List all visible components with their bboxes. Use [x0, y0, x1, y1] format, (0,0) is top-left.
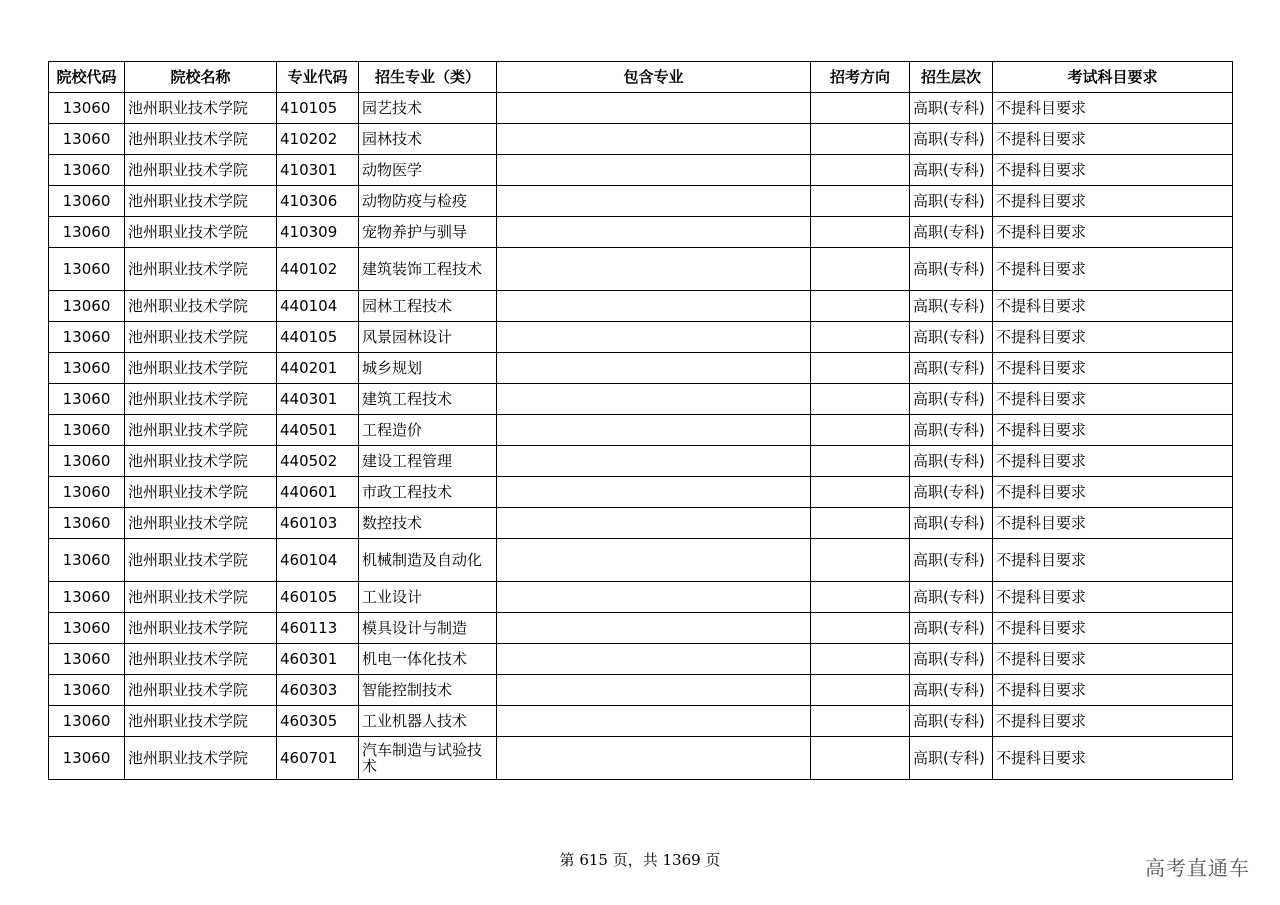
- direction-cell: [811, 539, 910, 582]
- school-code-cell: 13060: [49, 706, 125, 737]
- included-majors-cell: [497, 124, 811, 155]
- major-cell: 工程造价: [359, 415, 497, 446]
- major-cell: 风景园林设计: [359, 322, 497, 353]
- major-code-cell: 460701: [277, 737, 359, 780]
- school-name-cell: 池州职业技术学院: [125, 582, 277, 613]
- major-cell: 城乡规划: [359, 353, 497, 384]
- school-name-cell: 池州职业技术学院: [125, 353, 277, 384]
- school-name-cell: 池州职业技术学院: [125, 644, 277, 675]
- table-row: [49, 675, 1233, 706]
- included-majors-cell: [497, 217, 811, 248]
- school-code-cell: 13060: [49, 248, 125, 291]
- school-code-cell: 13060: [49, 477, 125, 508]
- subject-requirement-cell: 不提科目要求: [993, 186, 1233, 217]
- major-code-cell: 440301: [277, 384, 359, 415]
- school-name-cell: 池州职业技术学院: [125, 384, 277, 415]
- major-cell: 数控技术: [359, 508, 497, 539]
- school-code-cell: 13060: [49, 155, 125, 186]
- major-code-cell: 410202: [277, 124, 359, 155]
- direction-cell: [811, 737, 910, 780]
- level-cell: 高职(专科): [910, 322, 993, 353]
- school-name-cell: 池州职业技术学院: [125, 322, 277, 353]
- level-cell: 高职(专科): [910, 539, 993, 582]
- level-cell: 高职(专科): [910, 384, 993, 415]
- subject-requirement-cell: 不提科目要求: [993, 322, 1233, 353]
- table-row: [49, 415, 1233, 446]
- major-code-cell: 440102: [277, 248, 359, 291]
- school-code-cell: 13060: [49, 415, 125, 446]
- major-cell: 建设工程管理: [359, 446, 497, 477]
- school-name-cell: 池州职业技术学院: [125, 248, 277, 291]
- direction-cell: [811, 508, 910, 539]
- level-cell: 高职(专科): [910, 248, 993, 291]
- direction-cell: [811, 415, 910, 446]
- school-code-cell: 13060: [49, 508, 125, 539]
- school-code-cell: 13060: [49, 217, 125, 248]
- level-cell: 高职(专科): [910, 675, 993, 706]
- table-row: [49, 582, 1233, 613]
- major-code-cell: 460113: [277, 613, 359, 644]
- table-row: [49, 539, 1233, 582]
- table-row: [49, 446, 1233, 477]
- included-majors-cell: [497, 93, 811, 124]
- direction-cell: [811, 291, 910, 322]
- school-code-cell: 13060: [49, 322, 125, 353]
- major-cell: 建筑装饰工程技术: [359, 248, 497, 291]
- major-cell: 动物防疫与检疫: [359, 186, 497, 217]
- subject-requirement-cell: 不提科目要求: [993, 353, 1233, 384]
- school-code-cell: 13060: [49, 353, 125, 384]
- included-majors-cell: [497, 508, 811, 539]
- school-name-cell: 池州职业技术学院: [125, 508, 277, 539]
- subject-requirement-cell: 不提科目要求: [993, 675, 1233, 706]
- subject-requirement-cell: 不提科目要求: [993, 217, 1233, 248]
- header-direction: 招考方向: [811, 62, 910, 93]
- school-code-cell: 13060: [49, 644, 125, 675]
- subject-requirement-cell: 不提科目要求: [993, 613, 1233, 644]
- level-cell: 高职(专科): [910, 613, 993, 644]
- level-cell: 高职(专科): [910, 582, 993, 613]
- major-code-cell: 440601: [277, 477, 359, 508]
- direction-cell: [811, 446, 910, 477]
- school-code-cell: 13060: [49, 384, 125, 415]
- subject-requirement-cell: 不提科目要求: [993, 384, 1233, 415]
- major-code-cell: 460103: [277, 508, 359, 539]
- direction-cell: [811, 248, 910, 291]
- major-cell: 机械制造及自动化: [359, 539, 497, 582]
- watermark-text: 高考直通车: [1145, 856, 1250, 880]
- table-header-row: [49, 62, 1233, 93]
- major-code-cell: 410309: [277, 217, 359, 248]
- school-name-cell: 池州职业技术学院: [125, 291, 277, 322]
- major-code-cell: 440105: [277, 322, 359, 353]
- school-name-cell: 池州职业技术学院: [125, 675, 277, 706]
- school-name-cell: 池州职业技术学院: [125, 737, 277, 780]
- page-number: 第 615 页，共 1369 页: [559, 851, 721, 869]
- header-school-name: 院校名称: [125, 62, 277, 93]
- table-row: [49, 217, 1233, 248]
- subject-requirement-cell: 不提科目要求: [993, 124, 1233, 155]
- major-cell: 市政工程技术: [359, 477, 497, 508]
- subject-requirement-cell: 不提科目要求: [993, 706, 1233, 737]
- table-row: [49, 644, 1233, 675]
- major-cell: 园林技术: [359, 124, 497, 155]
- included-majors-cell: [497, 477, 811, 508]
- direction-cell: [811, 186, 910, 217]
- direction-cell: [811, 613, 910, 644]
- header-school-code: 院校代码: [49, 62, 125, 93]
- level-cell: 高职(专科): [910, 155, 993, 186]
- major-cell: 工业机器人技术: [359, 706, 497, 737]
- header-level: 招生层次: [910, 62, 993, 93]
- major-code-cell: 410105: [277, 93, 359, 124]
- subject-requirement-cell: 不提科目要求: [993, 582, 1233, 613]
- school-name-cell: 池州职业技术学院: [125, 446, 277, 477]
- school-name-cell: 池州职业技术学院: [125, 124, 277, 155]
- level-cell: 高职(专科): [910, 644, 993, 675]
- direction-cell: [811, 155, 910, 186]
- subject-requirement-cell: 不提科目要求: [993, 446, 1233, 477]
- school-code-cell: 13060: [49, 539, 125, 582]
- school-code-cell: 13060: [49, 291, 125, 322]
- school-code-cell: 13060: [49, 186, 125, 217]
- major-code-cell: 410306: [277, 186, 359, 217]
- included-majors-cell: [497, 322, 811, 353]
- major-cell: 宠物养护与驯导: [359, 217, 497, 248]
- major-code-cell: 460104: [277, 539, 359, 582]
- table-row: [49, 93, 1233, 124]
- subject-requirement-cell: 不提科目要求: [993, 539, 1233, 582]
- direction-cell: [811, 124, 910, 155]
- school-name-cell: 池州职业技术学院: [125, 477, 277, 508]
- table-body: [49, 93, 1233, 780]
- included-majors-cell: [497, 706, 811, 737]
- header-subject-requirement: 考试科目要求: [993, 62, 1233, 93]
- included-majors-cell: [497, 415, 811, 446]
- major-cell: 动物医学: [359, 155, 497, 186]
- school-name-cell: 池州职业技术学院: [125, 217, 277, 248]
- header-included-majors: 包含专业: [497, 62, 811, 93]
- direction-cell: [811, 384, 910, 415]
- direction-cell: [811, 706, 910, 737]
- school-name-cell: 池州职业技术学院: [125, 186, 277, 217]
- subject-requirement-cell: 不提科目要求: [993, 415, 1233, 446]
- school-code-cell: 13060: [49, 582, 125, 613]
- school-name-cell: 池州职业技术学院: [125, 155, 277, 186]
- direction-cell: [811, 644, 910, 675]
- level-cell: 高职(专科): [910, 353, 993, 384]
- school-name-cell: 池州职业技术学院: [125, 93, 277, 124]
- major-cell: 园艺技术: [359, 93, 497, 124]
- table-row: [49, 124, 1233, 155]
- subject-requirement-cell: 不提科目要求: [993, 644, 1233, 675]
- school-name-cell: 池州职业技术学院: [125, 613, 277, 644]
- level-cell: 高职(专科): [910, 737, 993, 780]
- direction-cell: [811, 582, 910, 613]
- major-code-cell: 460105: [277, 582, 359, 613]
- school-name-cell: 池州职业技术学院: [125, 415, 277, 446]
- school-name-cell: 池州职业技术学院: [125, 706, 277, 737]
- school-code-cell: 13060: [49, 675, 125, 706]
- major-code-cell: 460303: [277, 675, 359, 706]
- level-cell: 高职(专科): [910, 93, 993, 124]
- included-majors-cell: [497, 384, 811, 415]
- school-code-cell: 13060: [49, 93, 125, 124]
- included-majors-cell: [497, 644, 811, 675]
- included-majors-cell: [497, 446, 811, 477]
- subject-requirement-cell: 不提科目要求: [993, 93, 1233, 124]
- table-row: [49, 737, 1233, 780]
- major-code-cell: 440501: [277, 415, 359, 446]
- direction-cell: [811, 675, 910, 706]
- table-row: [49, 706, 1233, 737]
- major-code-cell: 440104: [277, 291, 359, 322]
- level-cell: 高职(专科): [910, 477, 993, 508]
- subject-requirement-cell: 不提科目要求: [993, 155, 1233, 186]
- included-majors-cell: [497, 291, 811, 322]
- table-row: [49, 291, 1233, 322]
- included-majors-cell: [497, 582, 811, 613]
- major-code-cell: 410301: [277, 155, 359, 186]
- level-cell: 高职(专科): [910, 186, 993, 217]
- direction-cell: [811, 322, 910, 353]
- school-code-cell: 13060: [49, 446, 125, 477]
- subject-requirement-cell: 不提科目要求: [993, 248, 1233, 291]
- table-row: [49, 613, 1233, 644]
- subject-requirement-cell: 不提科目要求: [993, 737, 1233, 780]
- table-row: [49, 384, 1233, 415]
- major-cell: 机电一体化技术: [359, 644, 497, 675]
- table-row: [49, 353, 1233, 384]
- subject-requirement-cell: 不提科目要求: [993, 508, 1233, 539]
- included-majors-cell: [497, 613, 811, 644]
- direction-cell: [811, 477, 910, 508]
- major-code-cell: 460301: [277, 644, 359, 675]
- major-cell: 智能控制技术: [359, 675, 497, 706]
- direction-cell: [811, 217, 910, 248]
- included-majors-cell: [497, 155, 811, 186]
- level-cell: 高职(专科): [910, 508, 993, 539]
- school-code-cell: 13060: [49, 124, 125, 155]
- level-cell: 高职(专科): [910, 415, 993, 446]
- level-cell: 高职(专科): [910, 706, 993, 737]
- included-majors-cell: [497, 353, 811, 384]
- subject-requirement-cell: 不提科目要求: [993, 477, 1233, 508]
- level-cell: 高职(专科): [910, 446, 993, 477]
- level-cell: 高职(专科): [910, 124, 993, 155]
- included-majors-cell: [497, 539, 811, 582]
- table-row: [49, 508, 1233, 539]
- major-cell: 模具设计与制造: [359, 613, 497, 644]
- admissions-table: [48, 61, 1233, 780]
- major-code-cell: 460305: [277, 706, 359, 737]
- included-majors-cell: [497, 737, 811, 780]
- level-cell: 高职(专科): [910, 217, 993, 248]
- table-row: [49, 155, 1233, 186]
- subject-requirement-cell: 不提科目要求: [993, 291, 1233, 322]
- table-row: [49, 477, 1233, 508]
- major-code-cell: 440502: [277, 446, 359, 477]
- included-majors-cell: [497, 248, 811, 291]
- included-majors-cell: [497, 186, 811, 217]
- direction-cell: [811, 353, 910, 384]
- level-cell: 高职(专科): [910, 291, 993, 322]
- school-code-cell: 13060: [49, 737, 125, 780]
- table-row: [49, 322, 1233, 353]
- major-cell: 汽车制造与试验技术: [359, 737, 497, 780]
- direction-cell: [811, 93, 910, 124]
- major-cell: 工业设计: [359, 582, 497, 613]
- header-major: 招生专业（类）: [359, 62, 497, 93]
- major-cell: 园林工程技术: [359, 291, 497, 322]
- included-majors-cell: [497, 675, 811, 706]
- table-row: [49, 186, 1233, 217]
- header-major-code: 专业代码: [277, 62, 359, 93]
- major-cell: 建筑工程技术: [359, 384, 497, 415]
- school-name-cell: 池州职业技术学院: [125, 539, 277, 582]
- table-row: [49, 248, 1233, 291]
- school-code-cell: 13060: [49, 613, 125, 644]
- major-code-cell: 440201: [277, 353, 359, 384]
